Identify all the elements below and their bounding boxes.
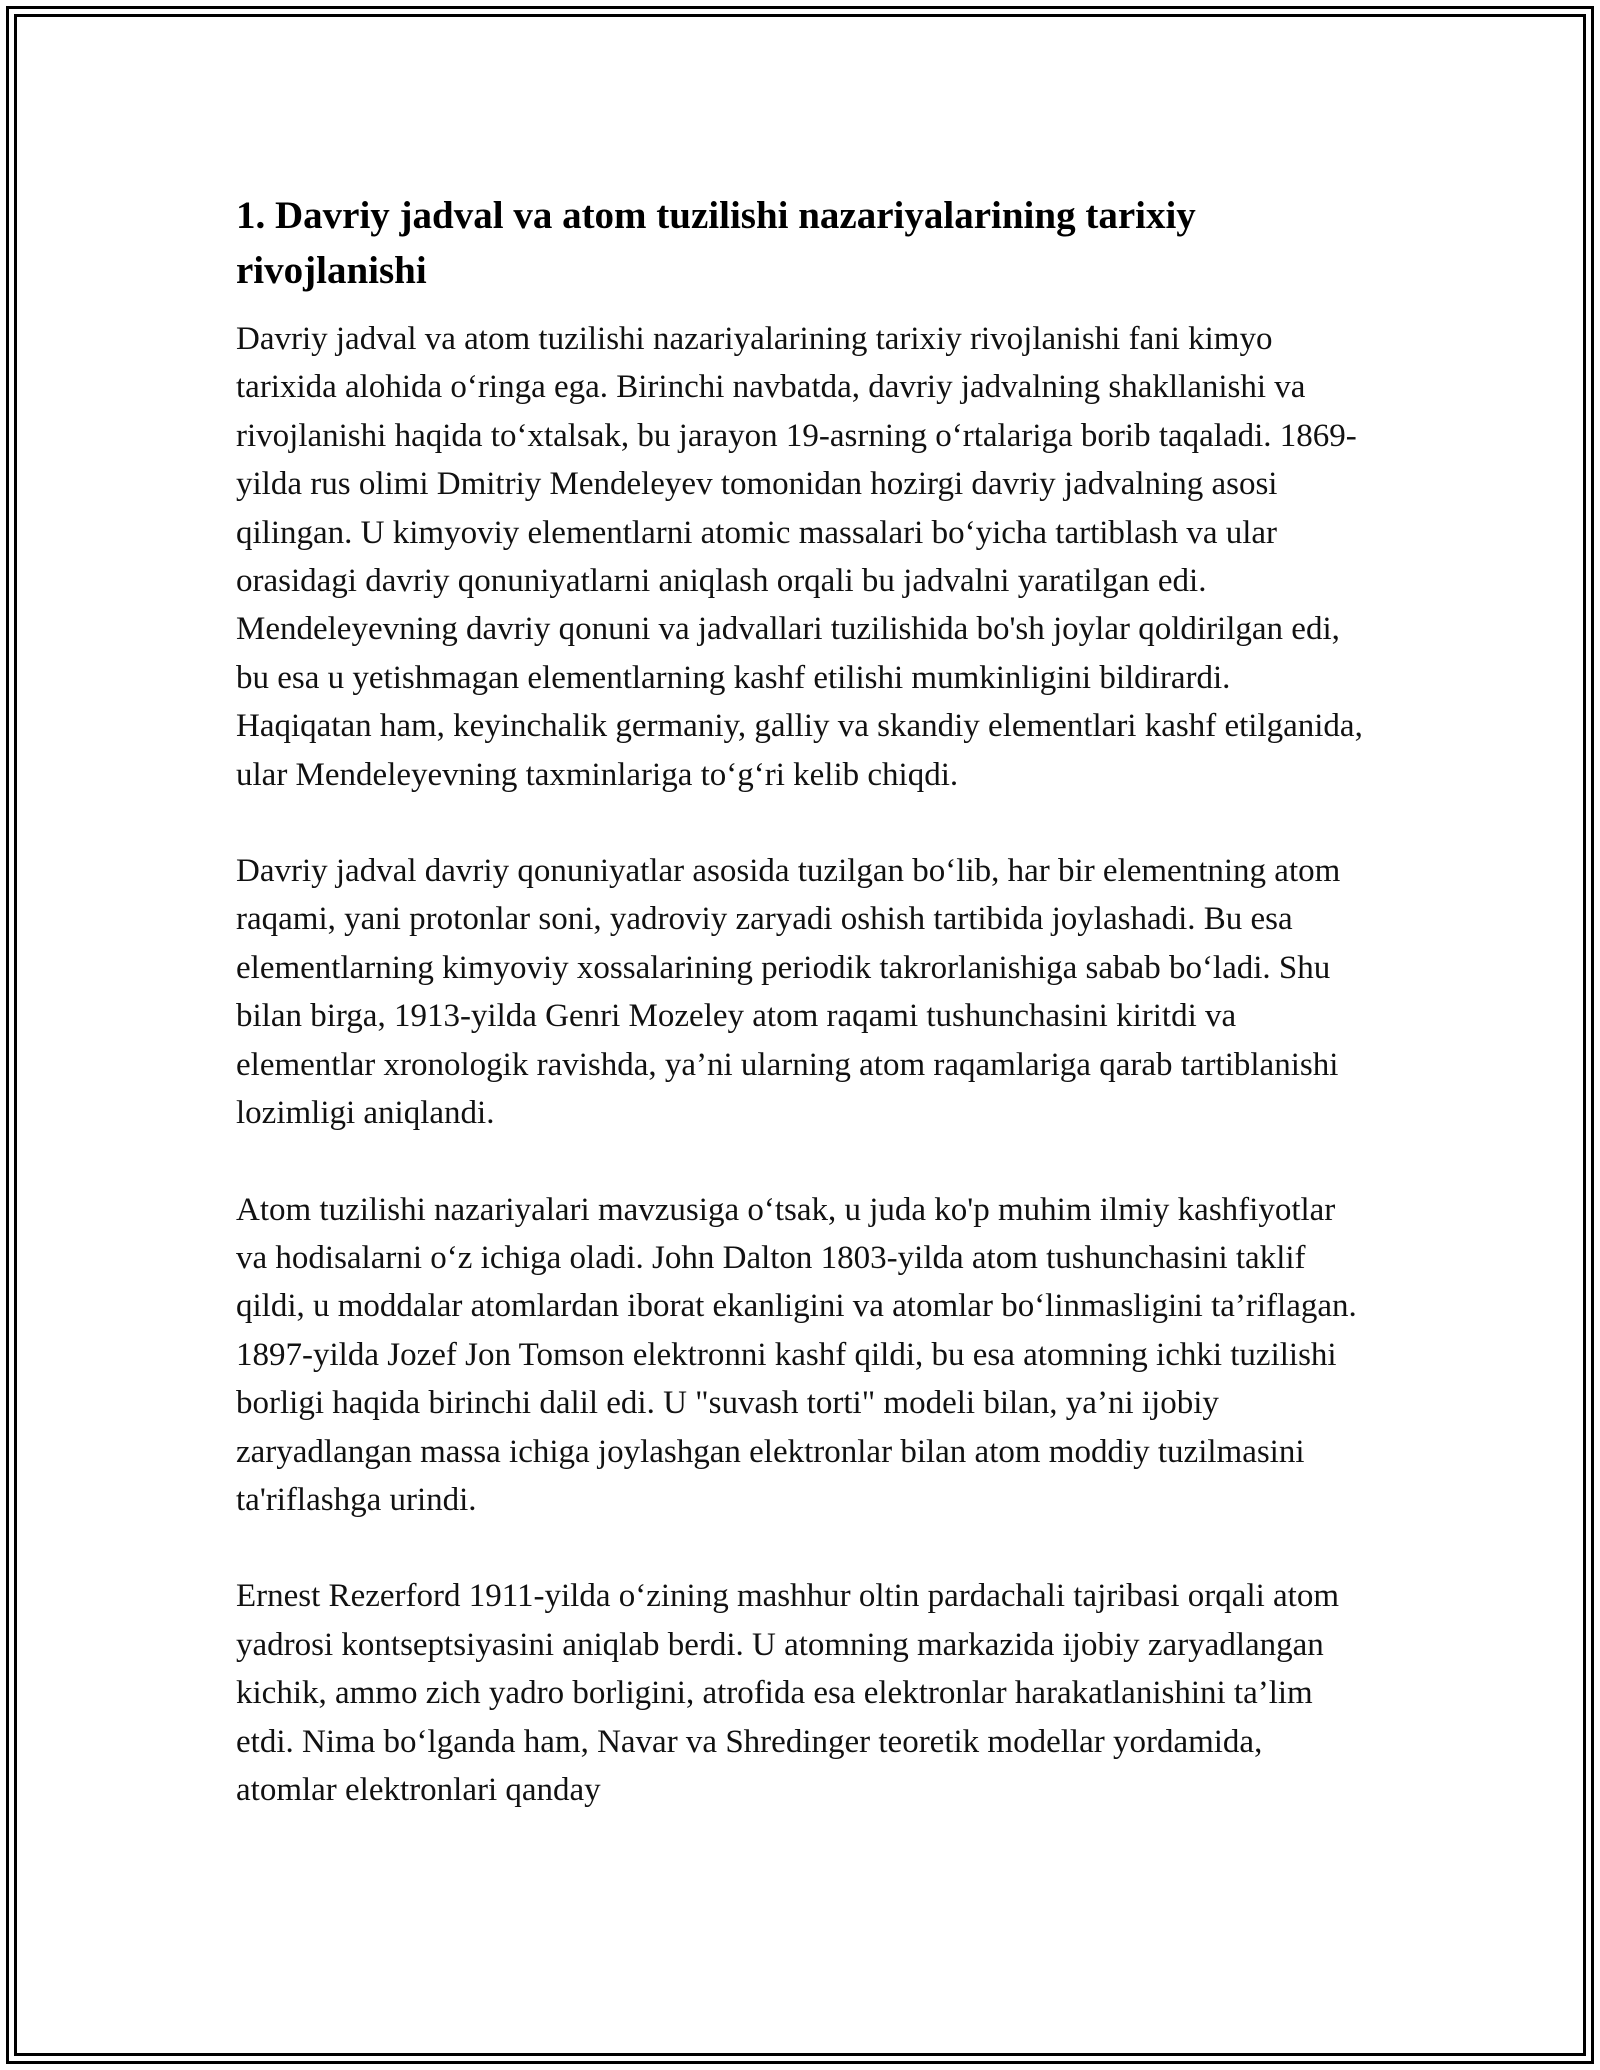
section-title: 1. Davriy jadval va atom tuzilishi nazariyalarining tarixiy rivojlanishi [236, 194, 1196, 292]
paragraph-3: Atom tuzilishi nazariyalari mavzusiga o‘tsak, u juda ko'p muhim ilmiy kashfiyotlar va hodisalarni o‘z ichiga oladi. John Dalton 1803-yilda atom tushunchasini taklif qildi, u moddalar atomlardan iborat ekanligini va atomlar bo‘linmasligini ta’riflagan. 1897-yilda Jozef Jon Tomson elektronni kashf qildi, bu esa atomning ichki tuzilishi borligi haqida birinchi dalil edi. U "suvash torti" modeli bilan, ya’ni ijobiy zaryadlangan massa ichiga joylashgan elektronlar bilan atom moddiy tuzilmasini ta'riflashga urindi. [236, 1191, 1357, 1518]
paragraph-2: Davriy jadval davriy qonuniyatlar asosida tuzilgan bo‘lib, har bir elementning atom raqami, yani protonlar soni, yadroviy zaryadi oshish tartibida joylashadi. Bu esa elementlarning kimyoviy xossalarining periodik takrorlanishiga sabab bo‘ladi. Shu bilan birga, 1913-yilda Genri Mozeley atom raqami tushunchasini kiritdi va elementlar xronologik ravishda, ya’ni ularning atom raqamlariga qarab tartiblanishi lozimligi aniqlandi. [236, 853, 1341, 1132]
paragraph-1: Davriy jadval va atom tuzilishi nazariyalarining tarixiy rivojlanishi fani kimyo tarixida alohida o‘ringa ega. Birinchi navbatda, davriy jadvalning shakllanishi va rivojlanishi haqida to‘xtalsak, bu jarayon 19-asrning o‘rtalariga borib taqaladi. 1869-yilda rus olimi Dmitriy Mendeleyev tomonidan hozirgi davriy jadvalning asosi qilingan. U kimyoviy elementlarni atomic massalari bo‘yicha tartiblash va ular orasidagi davriy qonuniyatlarni aniqlash orqali bu jadvalni yaratilgan edi. Mendeleyevning davriy qonuni va jadvallari tuzilishida bo'sh joylar qoldirilgan edi, bu esa u yetishmagan elementlarning kashf etilishi mumkinligini bildirardi. Haqiqatan ham, keyinchalik germaniy, galliy va skandiy elementlari kashf etilganida, ular Mendeleyevning taxminlariga to‘g‘ri kelib chiqdi. [236, 321, 1363, 793]
paragraph-4: Ernest Rezerford 1911-yilda o‘zining mashhur oltin pardachali tajribasi orqali atom yadrosi kontseptsiyasini aniqlab berdi. U atomning markazida ijobiy zaryadlangan kichik, ammo zich yadro borligini, atrofida esa elektronlar harakatlanishini ta’lim etdi. Nima bo‘lganda ham, Navar va Shredinger teoretik modellar yordamida, atomlar elektronlari qanday [236, 1578, 1340, 1808]
document-body [236, 188, 1366, 1862]
